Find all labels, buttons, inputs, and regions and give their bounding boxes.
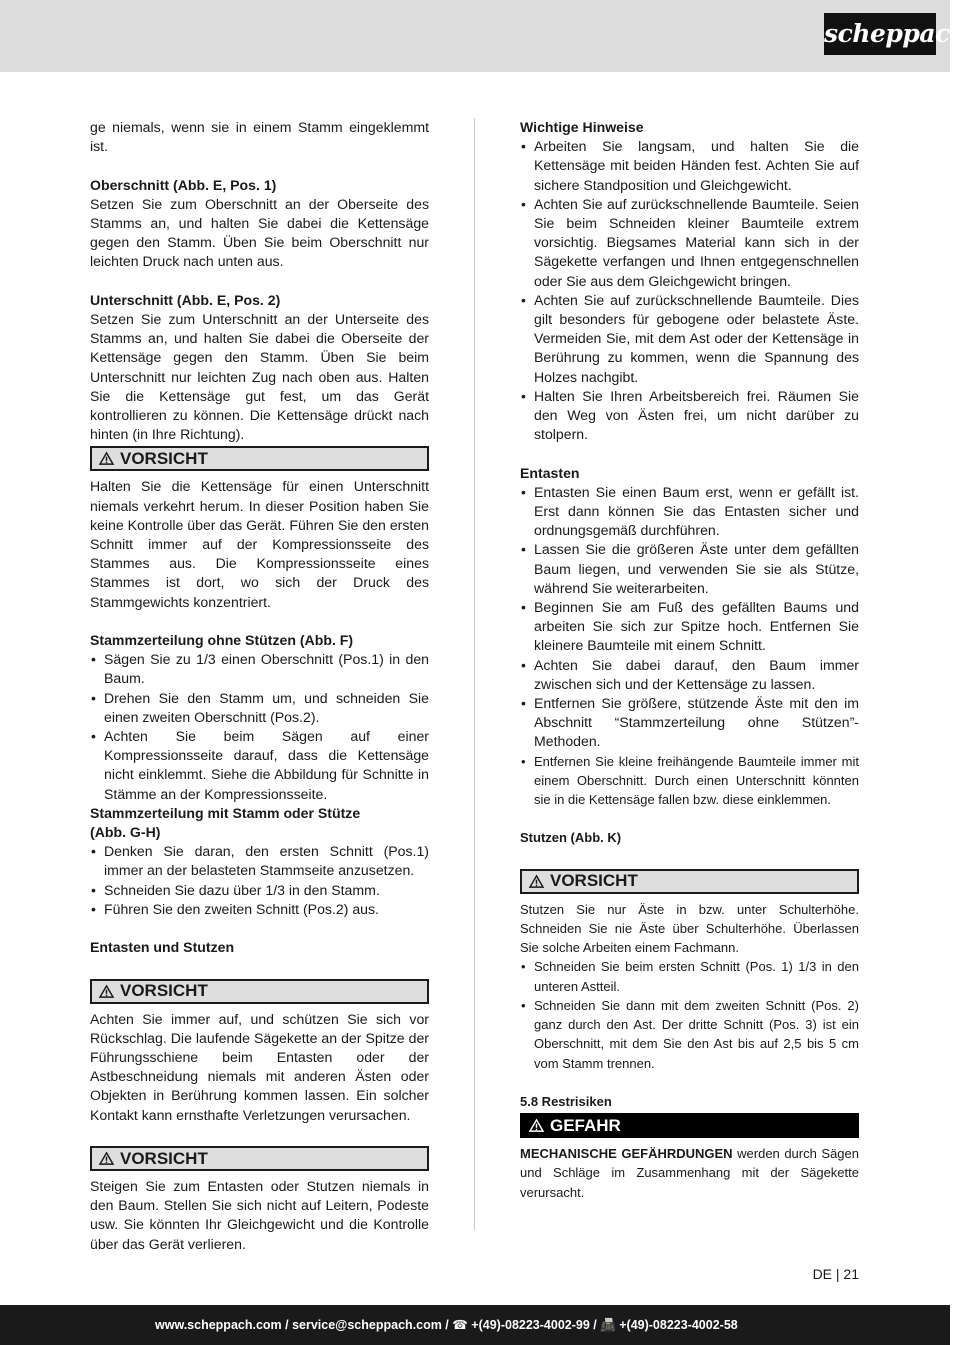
ohne-stuetzen-heading: Stammzerteilung ohne Stützen (Abb. F) (90, 632, 354, 649)
entasten-stutzen-heading: Entasten und Stutzen (90, 939, 235, 956)
caution-box (90, 1146, 429, 1171)
hinweise-list (520, 137, 859, 444)
list-item: • Entfernen Sie größere, stützende Äste mit den im Abschnitt “Stammzerteilung ohne Stützen”-Methoden. (520, 694, 859, 752)
warning-triangle-icon (529, 1119, 544, 1132)
list-item: • Lassen Sie die größeren Äste unter dem gefällten Baum liegen, und verwenden Sie sie als Stütze, während Sie weiterarbeiten. (520, 540, 859, 598)
list-item: • Führen Sie den zweiten Schnitt (Pos.2) aus. (90, 900, 429, 919)
list-item: • Achten Sie auf zurückschnellende Baumteile. Seien Sie beim Schneiden kleiner Baumteile extrem vorsichtig. Biegsames Material kann sich in der Sägekette verfangen und Ihnen entgegenschnellen oder Sie aus dem Gleichgewicht bringen. (520, 195, 859, 291)
list-item: • Sägen Sie zu 1/3 einen Oberschnitt (Pos.1) in den Baum. (90, 650, 429, 688)
caution-label: VORSICHT (120, 981, 208, 1001)
unterschnitt-heading: Unterschnitt (Abb. E, Pos. 2) (90, 291, 281, 308)
list-item: • Denken Sie daran, den ersten Schnitt (Pos.1) immer an der belasteten Stammseite anzusetzen. (90, 842, 429, 880)
danger-text (520, 1144, 859, 1202)
caution-box (90, 446, 429, 471)
header-band (0, 0, 950, 72)
caution-label: VORSICHT (550, 871, 638, 891)
hinweise-heading: Wichtige Hinweise (520, 119, 644, 135)
list-item: • Entfernen Sie kleine freihängende Baumteile immer mit einem Oberschnitt. Durch einen Unterschnitt könnten sie in die Kettensäge fallen bzw. diese einklemmen. (520, 752, 859, 810)
caution-text: Halten Sie die Kettensäge für einen Unterschnitt niemals verkehrt herum. In dieser Position haben Sie keine Kontrolle über das Gerät. Führen Sie den ersten Schnitt immer auf der Kompressionsseite des Stammes aus. Die Kompressionsseite eines Stammes ist dort, wo sich der Druck des Stammgewichts konzentriert. (90, 478, 429, 610)
list-item: • Schneiden Sie dann mit dem zweiten Schnitt (Pos. 2) ganz durch den Ast. Der dritte Schnitt (Pos. 3) ist ein Oberschnitt, mit dem Sie den Ast bis auf 2,5 bis 5 cm vom Stamm trennen. (520, 996, 859, 1073)
mit-stuetze-heading: Stammzerteilung mit Stamm oder Stütze (90, 804, 361, 821)
caution-box (90, 979, 429, 1004)
warning-triangle-icon (529, 875, 544, 888)
caution-text: Steigen Sie zum Entasten oder Stutzen niemals in den Baum. Stellen Sie sich nicht auf Leitern, Podeste usw. Sie könnten Ihr Gleichgewicht und die Kontrolle über das Gerät verlieren. (90, 1178, 429, 1252)
list-item: • Drehen Sie den Stamm um, und schneiden Sie einen zweiten Oberschnitt (Pos.2). (90, 689, 429, 727)
warning-triangle-icon (99, 452, 114, 465)
oberschnitt-heading: Oberschnitt (Abb. E, Pos. 1) (90, 176, 277, 193)
list-item: • Entasten Sie einen Baum erst, wenn er gefällt ist. Erst dann können Sie das Entasten sicher und ordnungsgemäß durchführen. (520, 483, 859, 541)
danger-box (520, 1113, 859, 1138)
brand-logo: scheppach (824, 13, 936, 55)
contact-footer: www.scheppach.com / service@scheppach.com / ☎ +(49)-08223-4002-99 / 📠 +(49)-08223-4002-58 (0, 1305, 950, 1345)
ohne-stuetzen-list (90, 650, 429, 804)
list-item: • Beginnen Sie am Fuß des gefällten Baums und arbeiten Sie sich zur Spitze hoch. Entfernen Sie kleinere Baumteile mit einem Schnitt. (520, 598, 859, 656)
stutzen-text: Stutzen Sie nur Äste in bzw. unter Schulterhöhe. Schneiden Sie nie Äste über Schulterhöhe. Überlassen Sie solche Arbeiten einem Fachmann. (520, 901, 859, 956)
page-number: DE | 21 (812, 1266, 859, 1282)
caution-text: Achten Sie immer auf, und schützen Sie sich vor Rückschlag. Die laufende Sägekette an der Spitze der Führungsschiene beim Entasten oder der Astbeschneidung niemals mit anderen Ästen oder Objekten in Berührung kommen lassen. Ein solcher Kontakt kann ernsthafte Verletzungen verursachen. (90, 1010, 429, 1123)
stutzen-list (520, 957, 859, 1072)
right-column (520, 118, 859, 1202)
warning-triangle-icon (99, 985, 114, 998)
danger-bold-text: MECHANISCHE GEFÄHRDUNGEN (520, 1146, 733, 1162)
oberschnitt-text: Setzen Sie zum Oberschnitt an der Oberseite des Stamms an, und halten Sie dabei die Kettensäge gegen den Stamm. Üben Sie beim Oberschnitt nur leichten Druck nach unten aus. (90, 195, 429, 270)
warning-triangle-icon (99, 1152, 114, 1165)
restrisiken-heading: 5.8 Restrisiken (520, 1093, 612, 1109)
entasten-heading: Entasten (520, 464, 580, 481)
caution-box (520, 869, 859, 894)
column-divider (474, 118, 475, 1230)
intro-paragraph: ge niemals, wenn sie in einem Stamm eingeklemmt ist. (90, 119, 429, 155)
list-item: • Halten Sie Ihren Arbeitsbereich frei. Räumen Sie den Weg von Ästen frei, um nicht darüber zu stolpern. (520, 387, 859, 445)
mit-stuetze-list (90, 842, 429, 919)
mit-stuetze-heading-fig: (Abb. G-H) (90, 824, 161, 841)
list-item: • Arbeiten Sie langsam, und halten Sie die Kettensäge mit beiden Händen fest. Achten Sie auf sichere Standposition und Gleichgewicht. (520, 137, 859, 195)
list-item: • Achten Sie beim Sägen auf einer Kompressionsseite darauf, dass die Kettensäge nicht einklemmt. Siehe die Abbildung für Schnitte in Stämme an der Kompressionsseite. (90, 727, 429, 804)
danger-label: GEFAHR (550, 1115, 621, 1135)
list-item: • Schneiden Sie beim ersten Schnitt (Pos. 1) 1/3 in den unteren Astteil. (520, 957, 859, 995)
left-column (90, 118, 429, 1254)
caution-label: VORSICHT (120, 448, 208, 468)
caution-label: VORSICHT (120, 1148, 208, 1168)
unterschnitt-text: Setzen Sie zum Unterschnitt an der Unterseite des Stamms an, und halten Sie dabei die Oberseite der Kettensäge gegen den Stamm. Üben Sie beim Unterschnitt nur leichten Zug nach oben aus. Halten Sie die Kettensäge gut fest, um das Gerät kontrollieren zu können. Die Kettensäge drückt nach hinten (in Ihre Richtung). (90, 311, 429, 443)
list-item: • Schneiden Sie dazu über 1/3 in den Stamm. (90, 881, 429, 900)
danger-plain-text: werden durch Sägen und Schläge im Zusammenhang mit der Sägekette verursacht. (520, 1146, 859, 1200)
list-item: • Achten Sie dabei darauf, den Baum immer zwischen sich und der Kettensäge zu lassen. (520, 656, 859, 694)
list-item: • Achten Sie auf zurückschnellende Baumteile. Dies gilt besonders für gebogene oder belastete Äste. Vermeiden Sie, mit dem Ast oder der Kettensäge in Berührung zu kommen, wenn die Spannung des Holzes nachgibt. (520, 291, 859, 387)
entasten-list (520, 483, 859, 809)
stutzen-heading: Stutzen (Abb. K) (520, 830, 622, 846)
